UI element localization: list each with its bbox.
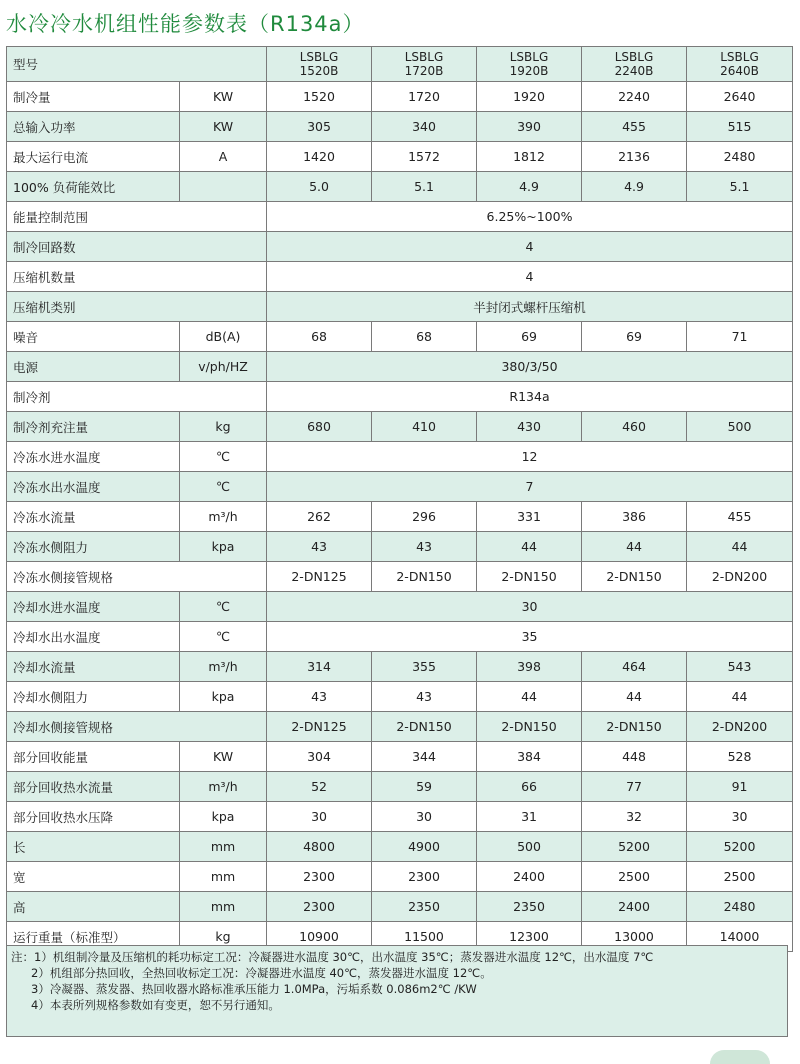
row-label: 冷却水出水温度 <box>7 622 180 652</box>
table-row <box>7 472 793 502</box>
table-row <box>7 682 793 712</box>
spec-table <box>6 46 793 952</box>
row-value: 30 <box>372 802 477 832</box>
row-span-value: 12 <box>267 442 793 472</box>
row-value: 2-DN125 <box>267 562 372 592</box>
row-label: 部分回收热水压降 <box>7 802 180 832</box>
model-header-cell <box>267 47 372 82</box>
model-number: 1520B <box>299 64 339 78</box>
page-title: 水冷冷水机组性能参数表（R134a） <box>6 12 365 36</box>
row-value: 44 <box>687 682 793 712</box>
row-span-value: 380/3/50 <box>267 352 793 382</box>
row-label: 运行重量（标准型） <box>7 922 180 952</box>
row-span-value: 4 <box>267 262 793 292</box>
row-value: 2300 <box>372 862 477 892</box>
row-value: 2-DN200 <box>687 712 793 742</box>
row-value: 344 <box>372 742 477 772</box>
row-label: 部分回收热水流量 <box>7 772 180 802</box>
row-value: 464 <box>582 652 687 682</box>
row-value: 2-DN150 <box>477 562 582 592</box>
row-value: 430 <box>477 412 582 442</box>
row-value: 384 <box>477 742 582 772</box>
row-value: 30 <box>267 802 372 832</box>
header-row <box>7 47 793 82</box>
row-label: 最大运行电流 <box>7 142 180 172</box>
row-label: 冷冻水流量 <box>7 502 180 532</box>
row-unit: m³/h <box>180 502 267 532</box>
row-value: 2-DN150 <box>582 712 687 742</box>
row-value: 1520 <box>267 82 372 112</box>
row-value: 4900 <box>372 832 477 862</box>
row-value: 331 <box>477 502 582 532</box>
row-unit: mm <box>180 832 267 862</box>
table-row <box>7 142 793 172</box>
row-value: 262 <box>267 502 372 532</box>
row-unit: dB(A) <box>180 322 267 352</box>
row-value: 68 <box>372 322 477 352</box>
row-value: 2500 <box>687 862 793 892</box>
row-label: 冷却水侧阻力 <box>7 682 180 712</box>
row-value: 528 <box>687 742 793 772</box>
row-unit: ℃ <box>180 442 267 472</box>
row-value: 448 <box>582 742 687 772</box>
row-value: 2-DN125 <box>267 712 372 742</box>
row-value: 5.1 <box>687 172 793 202</box>
row-value: 515 <box>687 112 793 142</box>
row-label: 制冷回路数 <box>7 232 267 262</box>
row-label: 冷冻水侧接管规格 <box>7 562 267 592</box>
row-value: 2300 <box>267 892 372 922</box>
row-value: 2480 <box>687 142 793 172</box>
row-value: 340 <box>372 112 477 142</box>
table-row <box>7 802 793 832</box>
row-label: 制冷剂充注量 <box>7 412 180 442</box>
row-value: 66 <box>477 772 582 802</box>
spec-table-body <box>7 47 793 952</box>
row-value: 14000 <box>687 922 793 952</box>
row-value: 10900 <box>267 922 372 952</box>
table-row <box>7 412 793 442</box>
row-label: 制冷量 <box>7 82 180 112</box>
row-unit: KW <box>180 742 267 772</box>
row-value: 2-DN150 <box>372 562 477 592</box>
row-value: 12300 <box>477 922 582 952</box>
row-value: 500 <box>687 412 793 442</box>
table-row <box>7 652 793 682</box>
table-row <box>7 112 793 142</box>
row-value: 314 <box>267 652 372 682</box>
row-value: 2400 <box>582 892 687 922</box>
row-label: 宽 <box>7 862 180 892</box>
row-span-value: 7 <box>267 472 793 502</box>
model-series: LSBLG <box>614 50 654 64</box>
model-number: 2240B <box>614 64 654 78</box>
row-value: 2640 <box>687 82 793 112</box>
table-row <box>7 292 793 322</box>
model-series: LSBLG <box>509 50 549 64</box>
row-unit: kg <box>180 412 267 442</box>
row-value: 1572 <box>372 142 477 172</box>
row-value: 455 <box>582 112 687 142</box>
row-unit: KW <box>180 82 267 112</box>
table-row <box>7 772 793 802</box>
row-value: 1812 <box>477 142 582 172</box>
row-unit: A <box>180 142 267 172</box>
row-label: 总输入功率 <box>7 112 180 142</box>
row-span-value: R134a <box>267 382 793 412</box>
table-row <box>7 202 793 232</box>
row-unit: kg <box>180 922 267 952</box>
row-value: 455 <box>687 502 793 532</box>
row-value: 91 <box>687 772 793 802</box>
row-value: 410 <box>372 412 477 442</box>
row-value: 2-DN150 <box>372 712 477 742</box>
model-number: 1720B <box>404 64 444 78</box>
row-unit: ℃ <box>180 472 267 502</box>
row-value: 305 <box>267 112 372 142</box>
table-row <box>7 442 793 472</box>
row-value: 2-DN150 <box>477 712 582 742</box>
row-label: 冷却水进水温度 <box>7 592 180 622</box>
table-row <box>7 502 793 532</box>
table-row <box>7 832 793 862</box>
notes-box <box>6 945 788 1037</box>
row-value: 1720 <box>372 82 477 112</box>
row-value: 52 <box>267 772 372 802</box>
row-value: 296 <box>372 502 477 532</box>
row-value: 680 <box>267 412 372 442</box>
table-row <box>7 172 793 202</box>
row-value: 543 <box>687 652 793 682</box>
row-span-value: 35 <box>267 622 793 652</box>
row-label: 100% 负荷能效比 <box>7 172 180 202</box>
note-line: 4）本表所列规格参数如有变更，恕不另行通知。 <box>31 998 280 1012</box>
row-value: 44 <box>477 682 582 712</box>
row-label: 高 <box>7 892 180 922</box>
table-row <box>7 712 793 742</box>
table-row <box>7 562 793 592</box>
table-row <box>7 382 793 412</box>
row-value: 1920 <box>477 82 582 112</box>
row-value: 44 <box>687 532 793 562</box>
model-header-cell <box>477 47 582 82</box>
row-value: 355 <box>372 652 477 682</box>
model-series: LSBLG <box>299 50 339 64</box>
row-value: 43 <box>267 532 372 562</box>
row-value: 43 <box>372 532 477 562</box>
row-label: 压缩机数量 <box>7 262 267 292</box>
row-label: 冷冻水进水温度 <box>7 442 180 472</box>
row-span-value: 30 <box>267 592 793 622</box>
row-unit: ℃ <box>180 622 267 652</box>
row-unit: kpa <box>180 802 267 832</box>
row-label: 冷却水流量 <box>7 652 180 682</box>
table-row <box>7 862 793 892</box>
row-value: 13000 <box>582 922 687 952</box>
row-unit: kpa <box>180 682 267 712</box>
row-value: 4.9 <box>477 172 582 202</box>
row-unit: v/ph/HZ <box>180 352 267 382</box>
row-unit: kpa <box>180 532 267 562</box>
row-value: 1420 <box>267 142 372 172</box>
row-unit: mm <box>180 892 267 922</box>
row-value: 500 <box>477 832 582 862</box>
row-label: 噪音 <box>7 322 180 352</box>
row-value: 44 <box>477 532 582 562</box>
row-unit: mm <box>180 862 267 892</box>
row-value: 460 <box>582 412 687 442</box>
row-span-value: 半封闭式螺杆压缩机 <box>267 292 793 322</box>
row-value: 71 <box>687 322 793 352</box>
model-number: 1920B <box>509 64 549 78</box>
row-value: 2350 <box>372 892 477 922</box>
model-header-cell <box>582 47 687 82</box>
row-value: 5200 <box>687 832 793 862</box>
row-value: 390 <box>477 112 582 142</box>
model-series: LSBLG <box>720 50 759 64</box>
table-row <box>7 592 793 622</box>
row-value: 304 <box>267 742 372 772</box>
row-value: 386 <box>582 502 687 532</box>
row-value: 30 <box>687 802 793 832</box>
row-label: 冷却水侧接管规格 <box>7 712 267 742</box>
row-unit: KW <box>180 112 267 142</box>
row-value: 5200 <box>582 832 687 862</box>
model-header-cell <box>687 47 793 82</box>
row-unit: m³/h <box>180 652 267 682</box>
table-row <box>7 532 793 562</box>
row-label: 冷冻水侧阻力 <box>7 532 180 562</box>
row-unit <box>180 172 267 202</box>
row-unit: ℃ <box>180 592 267 622</box>
model-series: LSBLG <box>404 50 444 64</box>
row-value: 4800 <box>267 832 372 862</box>
row-value: 69 <box>582 322 687 352</box>
row-value: 2400 <box>477 862 582 892</box>
row-value: 44 <box>582 682 687 712</box>
row-value: 2-DN150 <box>582 562 687 592</box>
row-value: 11500 <box>372 922 477 952</box>
table-row <box>7 352 793 382</box>
row-value: 2500 <box>582 862 687 892</box>
row-label: 电源 <box>7 352 180 382</box>
table-row <box>7 82 793 112</box>
row-value: 2300 <box>267 862 372 892</box>
row-value: 31 <box>477 802 582 832</box>
table-row <box>7 262 793 292</box>
table-row <box>7 892 793 922</box>
note-line: 2）机组部分热回收，全热回收标定工况：冷凝器进水温度 40℃，蒸发器进水温度 12℃。 <box>31 966 492 980</box>
row-value: 77 <box>582 772 687 802</box>
row-value: 5.0 <box>267 172 372 202</box>
row-value: 68 <box>267 322 372 352</box>
row-value: 2350 <box>477 892 582 922</box>
row-span-value: 4 <box>267 232 793 262</box>
model-number: 2640B <box>720 64 759 78</box>
row-label: 能量控制范围 <box>7 202 267 232</box>
row-value: 4.9 <box>582 172 687 202</box>
table-row <box>7 322 793 352</box>
row-value: 398 <box>477 652 582 682</box>
row-value: 2-DN200 <box>687 562 793 592</box>
row-value: 2136 <box>582 142 687 172</box>
model-header-cell <box>372 47 477 82</box>
row-value: 43 <box>372 682 477 712</box>
row-value: 5.1 <box>372 172 477 202</box>
table-row <box>7 622 793 652</box>
row-label: 制冷剂 <box>7 382 267 412</box>
row-value: 59 <box>372 772 477 802</box>
row-label: 压缩机类别 <box>7 292 267 322</box>
note-line: 注：1）机组制冷量及压缩机的耗功标定工况：冷凝器进水温度 30℃，出水温度 35℃；蒸发器进水温度 12℃，出水温度 7℃ <box>11 950 654 964</box>
row-label: 冷冻水出水温度 <box>7 472 180 502</box>
row-span-value: 6.25%~100% <box>267 202 793 232</box>
table-row <box>7 232 793 262</box>
row-value: 69 <box>477 322 582 352</box>
table-row <box>7 742 793 772</box>
row-value: 2240 <box>582 82 687 112</box>
row-unit: m³/h <box>180 772 267 802</box>
row-value: 44 <box>582 532 687 562</box>
row-value: 32 <box>582 802 687 832</box>
row-label: 部分回收能量 <box>7 742 180 772</box>
note-line: 3）冷凝器、蒸发器、热回收器水路标准承压能力 1.0MPa，污垢系数 0.086m2℃ /KW <box>31 982 477 996</box>
row-label: 长 <box>7 832 180 862</box>
row-value: 2480 <box>687 892 793 922</box>
row-value: 43 <box>267 682 372 712</box>
header-label: 型号 <box>7 47 267 82</box>
decorative-corner <box>710 1050 770 1064</box>
